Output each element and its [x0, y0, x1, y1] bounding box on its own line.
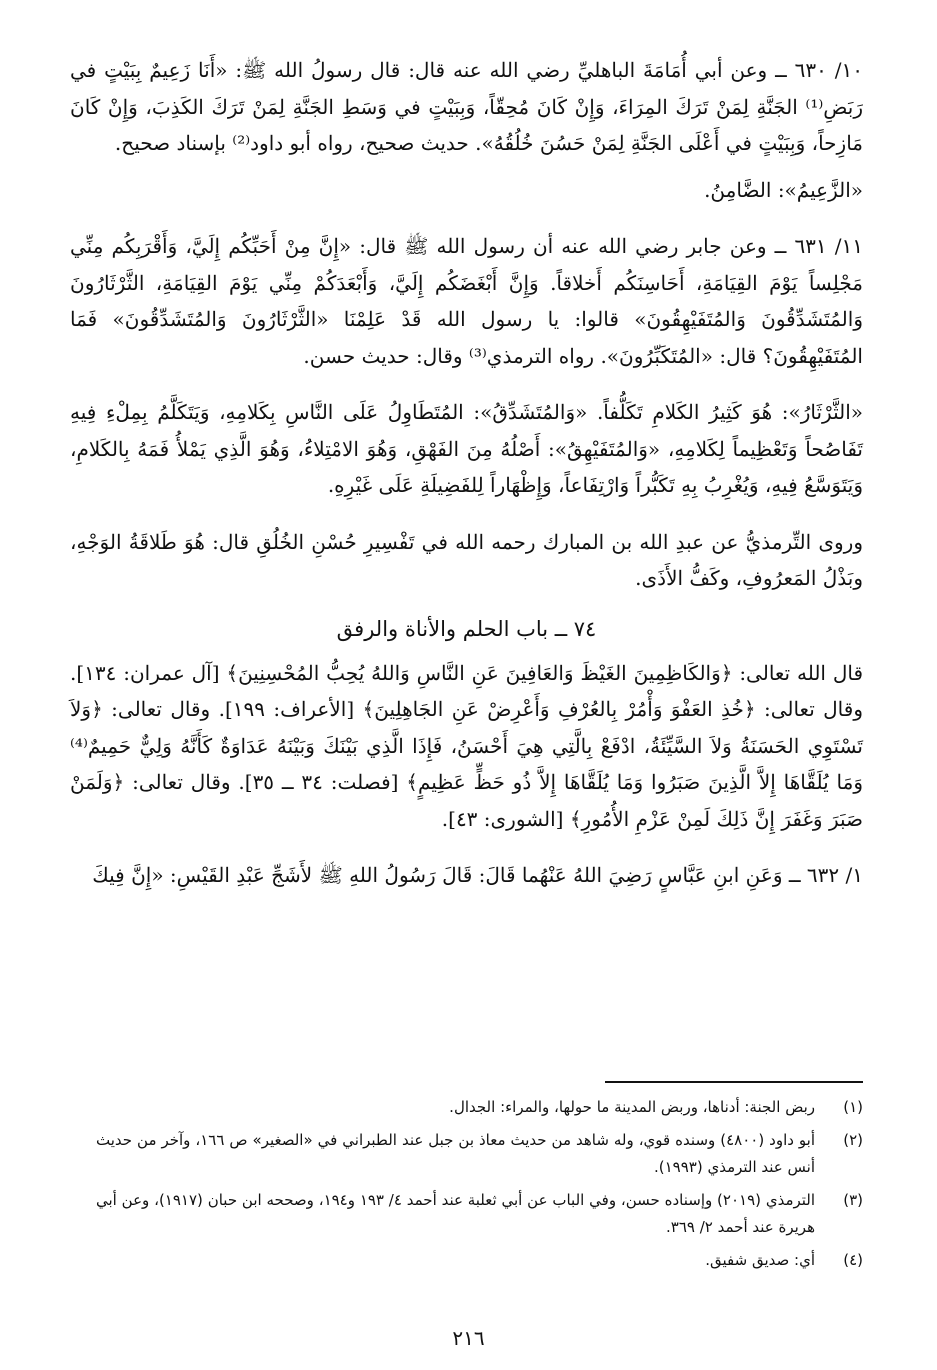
footnote-number: (٣): [843, 1191, 863, 1209]
footnote-text: أي: صديق شفيق.: [705, 1251, 815, 1269]
footnote-number: (٤): [843, 1251, 863, 1269]
hadith-631-gloss: «الثَّرْثَارُ»: هُوَ كَثِيرُ الكَلامِ تَكَلُّفاً. «وَالمُتَشَدِّقُ»: المُتَطَاوِلُ عَلَى النَّاسِ بِكَلامِهِ، وَيَتَكَلَّمُ بِمِلْءِ فِيهِ تَفَاصُحاً وَتَعْظِيماً لِكَلامِهِ، «وَالمُتَفَيْهِقُ»: أَصْلُهُ مِنَ الفَهْقِ، وَهُوَ الامْتِلاءُ، وَهُوَ الَّذِي يَمْلأُ فَمَهُ بِالكَلامِ، وَيَتَوَسَّعُ فِيهِ، وَيُغْرِبُ بِهِ تَكَبُّراً وَارْتِفَاعاً، وَإِظْهَاراً لِلفَضِيلَةِ عَلَى غَيْرِهِ.: [70, 400, 863, 497]
footnote-number: (١): [843, 1098, 863, 1116]
footnote-text: ربض الجنة: أدناها، وربض المدينة ما حولها، والمراء: الجدال.: [449, 1098, 815, 1116]
hadith-630-gloss: «الزَّعِيمُ»: الضَّامِنُ.: [704, 177, 863, 202]
footnotes: [96, 1094, 863, 1280]
main-text: [70, 52, 863, 894]
hadith-631-text: ١١/ ٦٣١ ــ وعن جابر رضي الله عنه أن رسول الله ﷺ قال: «إِنَّ مِنْ أَحَبِّكُم إِلَيَّ، وَأَقْرَبِكُم مِنِّي مَجْلِساً يَوْمَ القِيَامَةِ، أَحَاسِنَكُم أَخلاقاً. وَإِنَّ أَبْغَضَكُم إِلَيَّ، وَأَبْعَدَكُمْ مِنِّي يَوْمَ القِيَامَةِ، الثَّرْثَارُونَ وَالمُتَشَدِّقُونَ وَالمُتَفَيْهِقُونَ» قالوا: يا رسول الله قَدْ عَلِمْنَا «الثَّرْثَارُونَ وَالمُتَشَدِّقُونَ» فَمَا المُتَفَيْهِقُونَ؟ قال: «المُتَكَبِّرُونَ». رواه الترمذي⁽³⁾ وقال: حديث حسن.: [70, 234, 863, 368]
chapter-intro: قال الله تعالى: ﴿وَالكَاظِمِينَ الغَيْظَ وَالعَافِينَ عَنِ النَّاسِ وَاللهُ يُحِبُّ المُحْسِنِينَ﴾ [آل عمران: ١٣٤]. وقال تعالى: ﴿خُذِ العَفْوَ وَأْمُرْ بِالعُرْفِ وَأَعْرِضْ عَنِ الجَاهِلِينَ﴾ [الأعراف: ١٩٩]. وقال تعالى: ﴿وَلاَ تَسْتَوِي الحَسَنَةُ وَلاَ السَّيِّئَةُ، ادْفَعْ بِالَّتِي هِيَ أَحْسَنُ، فَإِذَا الَّذِي بَيْنَكَ وَبَيْنَهُ عَدَاوَةٌ كَأَنَّهُ وَلِيٌّ حَمِيمٌ⁽⁴⁾ وَمَا يُلَقَّاهَا إِلاَّ الَّذِينَ صَبَرُوا وَمَا يُلَقَّاهَا إِلاَّ ذُو حَظٍّ عَظِيمٍ﴾ [فصلت: ٣٤ ــ ٣٥]. وقال تعالى: ﴿وَلَمَنْ صَبَرَ وَغَفَرَ إِنَّ ذَلِكَ لَمِنْ عَزْمِ الأُمُورِ﴾ [الشورى: ٤٣].: [70, 660, 864, 831]
page-number: ٢١٦: [452, 1326, 485, 1350]
chapter-title: ٧٤ ــ باب الحلم والأناة والرفق: [336, 616, 597, 641]
footnote: [96, 1094, 863, 1121]
footnote-divider: [605, 1081, 863, 1083]
footnote-text: أبو داود (٤٨٠٠) وسنده قوي، وله شاهد من حديث معاذ بن جبل عند الطبراني في «الصغير» ص ١٦٦، وآخر من حديث أنس عند الترمذي (١٩٩٣).: [96, 1131, 816, 1176]
footnote-text: الترمذي (٢٠١٩) وإسناده حسن، وفي الباب عن أبي ثعلبة عند أحمد ٤/ ١٩٣ و١٩٤، وصححه ابن حبان (١٩١٧)، وعن أبي هريرة عند أحمد ٢/ ٣٦٩.: [96, 1191, 816, 1236]
footnote-number: (٢): [843, 1131, 863, 1149]
hadith-632-text: ١/ ٦٣٢ ــ وَعَنِ ابنِ عَبَّاسٍ رَضِيَ اللهُ عَنْهُما قَالَ: قَالَ رَسُولُ اللهِ ﷺ لأَشَجِّ عَبْدِ القَيْسِ: «إِنَّ فِيكَ: [92, 863, 863, 887]
hadith-631-note: وروى التِّرمذيُّ عن عبدِ الله بن المبارك رحمه الله في تَفْسِيرِ حُسْنِ الخُلُقِ قال: هُوَ طَلاقَةُ الوَجْهِ، وبَذْلُ المَعرُوفِ، وكَفُّ الأَذَى.: [70, 529, 863, 590]
hadith-630-text: ١٠/ ٦٣٠ ــ وعن أبي أُمَامَةَ الباهليِّ رضي الله عنه قال: قال رسولُ الله ﷺ: «أَنَا زَعِيمٌ بِبَيْتٍ في رَبَضِ⁽¹⁾ الجَنَّةِ لِمَنْ تَرَكَ المِرَاءَ، وَإِنْ كَانَ مُحِقّاً، وَبِبَيْتٍ في وَسَطِ الجَنَّةِ لِمَنْ تَرَكَ الكَذِبَ، وَإِنْ كَانَ مَازِحاً، وَبِبَيْتٍ في أَعْلَى الجَنَّةِ لِمَنْ حَسُنَ خُلُقُهُ». حديث صحيح، رواه أبو داود⁽²⁾ بإسناد صحيح.: [70, 58, 863, 155]
footnote: [96, 1127, 863, 1181]
footnote: [96, 1247, 863, 1274]
footnote: [96, 1187, 863, 1241]
